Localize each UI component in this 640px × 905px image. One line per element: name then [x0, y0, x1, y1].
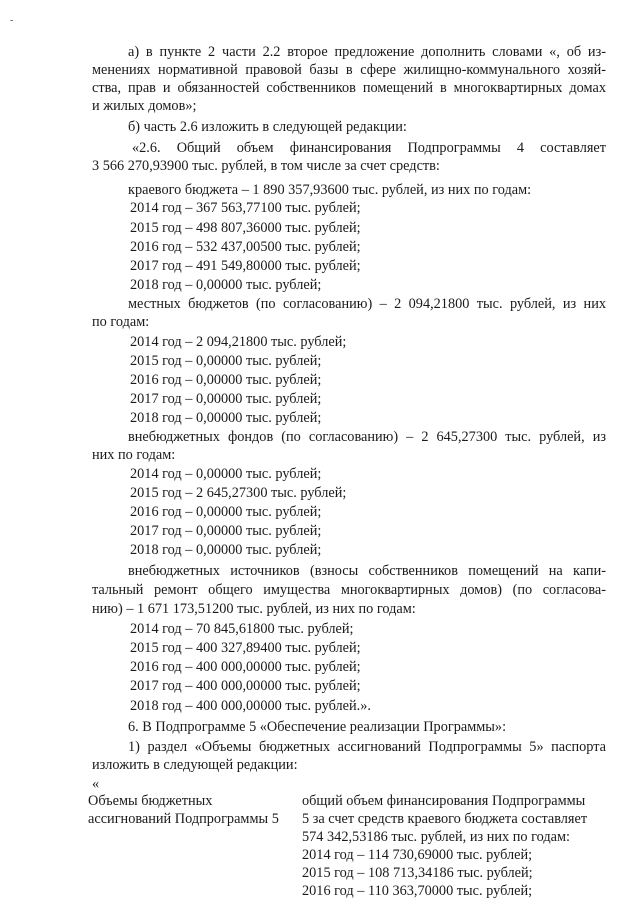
- local-year: 2018 год – 0,00000 тыс. рублей;: [130, 410, 322, 426]
- local-year: 2015 год – 0,00000 тыс. рублей;: [130, 353, 322, 369]
- para-26-line-2: 3 566 270,93900 тыс. рублей, в том числе за счет средств:: [92, 158, 440, 174]
- sources-year: 2018 год – 400 000,00000 тыс. рублей.».: [130, 698, 371, 714]
- funds-year: 2016 год – 0,00000 тыс. рублей;: [130, 504, 322, 520]
- local-year: 2016 год – 0,00000 тыс. рублей;: [130, 372, 322, 388]
- item-6: 6. В Подпрограмме 5 «Обеспечение реализации Программы»:: [128, 719, 507, 735]
- open-quote: «: [92, 776, 100, 792]
- funds-line-2: них по годам:: [92, 447, 176, 463]
- sources-year: 2017 год – 400 000,00000 тыс. рублей;: [130, 678, 361, 694]
- regional-year: 2015 год – 498 807,36000 тыс. рублей;: [130, 220, 361, 236]
- passport-value-line-2: 5 за счет средств краевого бюджета составляет: [302, 811, 588, 827]
- passport-year: 2016 год – 110 363,70000 тыс. рублей;: [302, 883, 533, 899]
- passport-label-line-2: ассигнований Подпрограммы 5: [88, 811, 279, 827]
- passport-label-line-1: Объемы бюджетных: [88, 793, 213, 809]
- sources-line-3: нию) – 1 671 173,51200 тыс. рублей, из них по годам:: [92, 601, 416, 617]
- regional-budget: краевого бюджета – 1 890 357,93600 тыс. рублей, из них по годам:: [128, 182, 532, 198]
- corner-mark: -: [10, 15, 14, 26]
- passport-value-line-1: общий объем финансирования Подпрограммы: [302, 793, 586, 809]
- funds-year: 2014 год – 0,00000 тыс. рублей;: [130, 466, 322, 482]
- funds-year: 2015 год – 2 645,27300 тыс. рублей;: [130, 485, 347, 501]
- para-a-line-2: менениях нормативной правовой базы в сфере жилищно-коммунального хозяй-: [92, 62, 606, 78]
- para-a-line-1: а) в пункте 2 части 2.2 второе предложение дополнить словами «, об из-: [128, 44, 606, 60]
- para-b: б) часть 2.6 изложить в следующей редакции:: [128, 119, 407, 135]
- local-year: 2014 год – 2 094,21800 тыс. рублей;: [130, 334, 347, 350]
- para-26-line-1: «2.6. Общий объем финансирования Подпрограммы 4 составляет: [132, 140, 606, 156]
- para-a-line-3: ства, прав и обязанностей собственников помещений в многоквартирных домах: [92, 80, 606, 96]
- passport-value-line-3: 574 342,53186 тыс. рублей, из них по годам:: [302, 829, 570, 845]
- local-budget-line-2: по годам:: [92, 314, 150, 330]
- sources-year: 2016 год – 400 000,00000 тыс. рублей;: [130, 659, 361, 675]
- sources-line-1: внебюджетных источников (взносы собственников помещений на капи-: [128, 563, 606, 579]
- sources-year: 2014 год – 70 845,61800 тыс. рублей;: [130, 621, 354, 637]
- sources-line-2: тальный ремонт общего имущества многоквартирных домов) (по согласова-: [92, 582, 606, 598]
- local-budget-line-1: местных бюджетов (по согласованию) – 2 094,21800 тыс. рублей, из них: [128, 296, 606, 312]
- funds-line-1: внебюджетных фондов (по согласованию) – 2 645,27300 тыс. рублей, из: [128, 429, 606, 445]
- local-year: 2017 год – 0,00000 тыс. рублей;: [130, 391, 322, 407]
- funds-year: 2017 год – 0,00000 тыс. рублей;: [130, 523, 322, 539]
- regional-year: 2014 год – 367 563,77100 тыс. рублей;: [130, 200, 361, 216]
- sources-year: 2015 год – 400 327,89400 тыс. рублей;: [130, 640, 361, 656]
- para-a-line-4: и жилых домов»;: [92, 98, 197, 114]
- item-6-1-line-1: 1) раздел «Объемы бюджетных ассигнований Подпрограммы 5» паспорта: [128, 739, 606, 755]
- passport-year: 2014 год – 114 730,69000 тыс. рублей;: [302, 847, 533, 863]
- regional-year: 2018 год – 0,00000 тыс. рублей;: [130, 277, 322, 293]
- funds-year: 2018 год – 0,00000 тыс. рублей;: [130, 542, 322, 558]
- regional-year: 2017 год – 491 549,80000 тыс. рублей;: [130, 258, 361, 274]
- passport-year: 2015 год – 108 713,34186 тыс. рублей;: [302, 865, 533, 881]
- regional-year: 2016 год – 532 437,00500 тыс. рублей;: [130, 239, 361, 255]
- item-6-1-line-2: изложить в следующей редакции:: [92, 757, 298, 773]
